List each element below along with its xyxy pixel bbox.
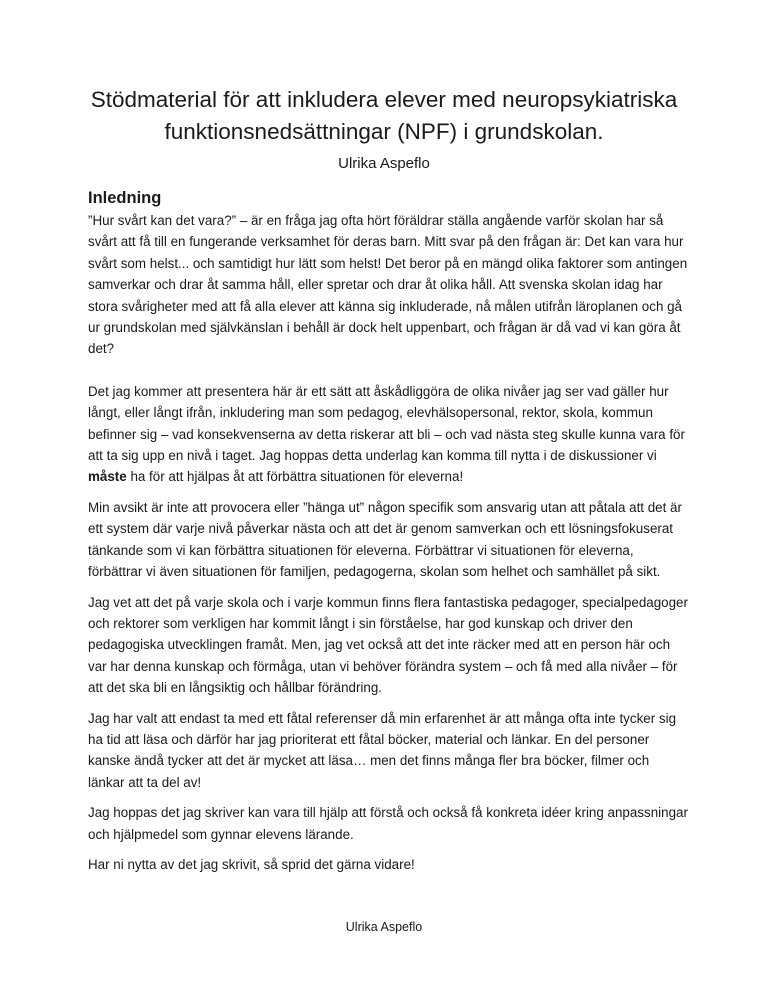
paragraph-5: Jag har valt att endast ta med ett fåtal referenser då min erfarenhet är att många ofta inte tycker sig ha tid att läsa och därför har jag prioriterat ett fåtal böcker, material och länkar. En del personer kanske ändå tycker att det är mycket att läsa… men det finns många fler bra böcker, filmer och länkar att ta del av!	[88, 710, 677, 790]
paragraph-4: Jag vet att det på varje skola och i varje kommun finns flera fantastiska pedagoger, specialpedagoger och rektorer som verkligen har kommit långt i sin förståelse, har god kunskap och driver den pedagogiska utvecklingen framåt. Men, jag vet också att det inte räcker med att en person här och var har denna kunskap och förmåga, utan vi behöver förändra system – och få med alla nivåer – för att det ska bli en långsiktig och hållbar förändring.	[88, 594, 688, 696]
paragraph-2	[88, 381, 688, 488]
section-heading: Inledning	[88, 189, 162, 207]
page-footer: Ulrika Aspeflo	[345, 920, 423, 934]
document-title: Stödmaterial för att inkludera elever med neuropsykiatriska funktionsnedsättningar (NPF) i grundskolan.	[90, 87, 678, 144]
paragraph-2-text-start: Det jag kommer att presentera här är ett sätt att åskådliggöra de olika nivåer jag ser vad gäller hur långt, eller långt ifrån, inkludering man som pedagog, elevhälsopersonal, rektor, skola, kommun befinner sig – vad konsekvenserna av detta riskerar att bli – och vad nästa steg skulle kunna vara för att ta sig upp en nivå i taget. Jag hoppas detta underlag kan komma till nytta i de diskussioner vi	[88, 383, 685, 464]
document-author: Ulrika Aspeflo	[338, 155, 430, 172]
paragraph-6: Jag hoppas det jag skriver kan vara till hjälp att förstå och också få konkreta idéer kring anpassningar och hjälpmedel som gynnar elevens lärande.	[88, 805, 688, 842]
body-text	[88, 210, 688, 875]
paragraph-7: Har ni nytta av det jag skrivit, så sprid det gärna vidare!	[88, 856, 415, 872]
paragraph-2-emphasis: måste	[88, 469, 127, 485]
paragraph-2-text-end: ha för att hjälpas åt att förbättra situationen för eleverna!	[126, 469, 464, 485]
paragraph-3: Min avsikt är inte att provocera eller ”hänga ut” någon specifik som ansvarig utan att påtala att det är ett system där varje nivå påverkar nästa och att det är genom samverkan och ett lösningsfokuserat tänkande som vi kan förbättra situationen för eleverna. Förbättrar vi situationen för eleverna, förbättrar vi även situationen för familjen, pedagogerna, skolan som helhet och samhället på sikt.	[88, 499, 682, 580]
paragraph-1: ”Hur svårt kan det vara?” – är en fråga jag ofta hört föräldrar ställa angående varför skolan har så svårt att få till en fungerande verksamhet för deras barn. Mitt svar på den frågan är: Det kan vara hur svårt som helst... och samtidigt hur lätt som helst! Det beror på en mängd olika faktorer som antingen samverkar och drar åt samma håll, eller spretar och drar åt olika håll. Att svenska skolan idag har stora svårigheter med att få alla elever att känna sig inkluderade, nå målen utifrån läroplanen och gå ur grundskolan med självkänslan i behåll är dock helt uppenbart, och frågan är då vad vi kan göra åt det?	[88, 213, 688, 357]
